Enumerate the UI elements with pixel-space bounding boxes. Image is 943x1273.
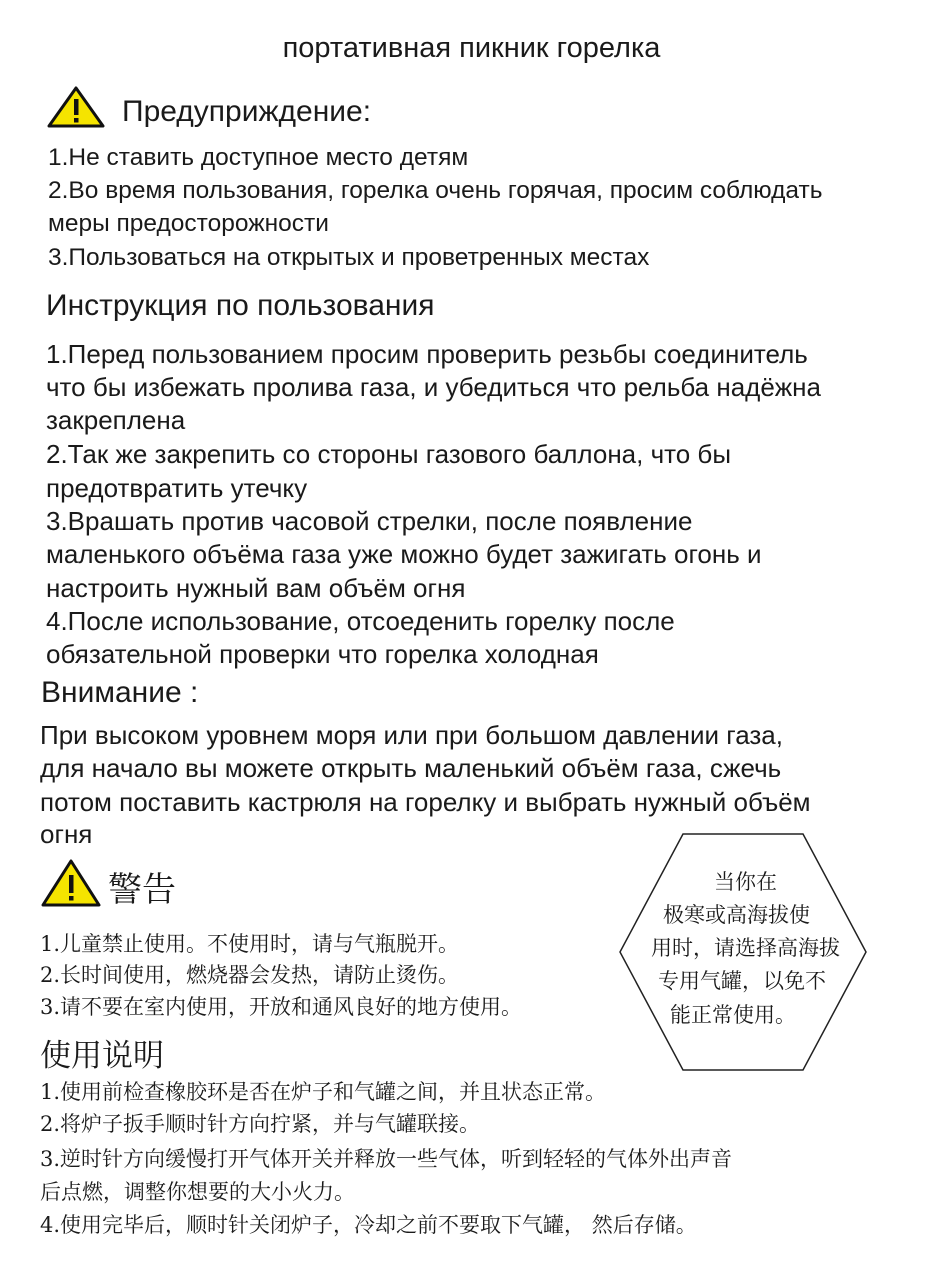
instructions-ru-line: обязательной проверки что горелка холодная — [46, 639, 599, 669]
instructions-cn-line: 3.逆时针方向缓慢打开气体开关并释放一些气体，听到轻轻的气体外出声音 — [40, 1147, 733, 1171]
warning-ru-line: 1.Не ставить доступное место детям — [48, 144, 469, 171]
warning-cn-heading: 警告 — [108, 870, 176, 910]
instructions-cn-heading: 使用说明 — [40, 1038, 164, 1074]
instructions-ru-line: 4.После использование, отсоеденить горелку после — [46, 606, 675, 636]
instructions-ru-line: предотвратить утечку — [46, 473, 308, 503]
warning-ru-line: 2.Во время пользования, горелка очень горячая, просим соблюдать — [48, 177, 823, 204]
hex-note-line: 专用气罐，以免不 — [658, 969, 826, 993]
instructions-ru-line: 3.Врашать против часовой стрелки, после появление — [46, 506, 693, 536]
warning-cn-line: 3.请不要在室内使用，开放和通风良好的地方使用。 — [40, 995, 523, 1019]
instructions-ru-line: настроить нужный вам объём огня — [46, 573, 466, 603]
warning-cn-line: 2.长时间使用，燃烧器会发热，请防止烫伤。 — [40, 963, 460, 987]
hex-note-line: 当你在 — [714, 870, 777, 894]
attention-ru-line: потом поставить кастрюля на горелку и выбрать нужный объём — [40, 787, 811, 817]
instructions-cn-line: 后点燃，调整你想要的大小火力。 — [40, 1180, 355, 1204]
attention-ru-line: При высоком уровнем моря или при большом давлении газа, — [40, 720, 783, 750]
attention-ru-heading: Внимание : — [41, 676, 199, 709]
instructions-ru-line: что бы избежать пролива газа, и убедиться что рельба надёжна — [46, 372, 821, 402]
instructions-cn-line: 4.使用完毕后，顺时针关闭炉子，冷却之前不要取下气罐， 然后存储。 — [40, 1213, 697, 1237]
instructions-cn-line: 1.使用前检查橡胶环是否在炉子和气罐之间，并且状态正常。 — [40, 1080, 607, 1104]
attention-ru-line: для начало вы можете открыть маленький объём газа, сжечь — [40, 753, 782, 783]
instructions-ru-line: маленького объёма газа уже можно будет зажигать огонь и — [46, 539, 762, 569]
warning-ru-line: меры предосторожности — [48, 210, 329, 237]
instructions-ru-line: 2.Так же закрепить со стороны газового баллона, что бы — [46, 439, 732, 469]
instructions-ru-line: закреплена — [46, 405, 186, 435]
instructions-ru-line: 1.Перед пользованием просим проверить резьбы соединитель — [46, 339, 808, 369]
warning-cn-line: 1.儿童禁止使用。不使用时，请与气瓶脱开。 — [40, 932, 460, 956]
warning-ru-line: 3.Пользоваться на открытых и проветренных местах — [48, 244, 650, 271]
warning-triangle-icon — [40, 858, 102, 908]
instructions-ru-heading: Инструкция по пользования — [46, 289, 435, 322]
attention-ru-line: огня — [40, 819, 93, 849]
instructions-cn-line: 2.将炉子扳手顺时针方向拧紧，并与气罐联接。 — [40, 1112, 481, 1136]
warning-triangle-icon — [46, 85, 106, 129]
hex-note-line: 能正常使用。 — [670, 1003, 796, 1027]
page-title: портативная пикник горелка — [282, 32, 661, 64]
hex-note-line: 用时，请选择高海拔 — [651, 936, 840, 960]
hex-note-line: 极寒或高海拔使 — [663, 903, 810, 927]
warning-ru-heading: Предуприждение: — [122, 95, 372, 128]
